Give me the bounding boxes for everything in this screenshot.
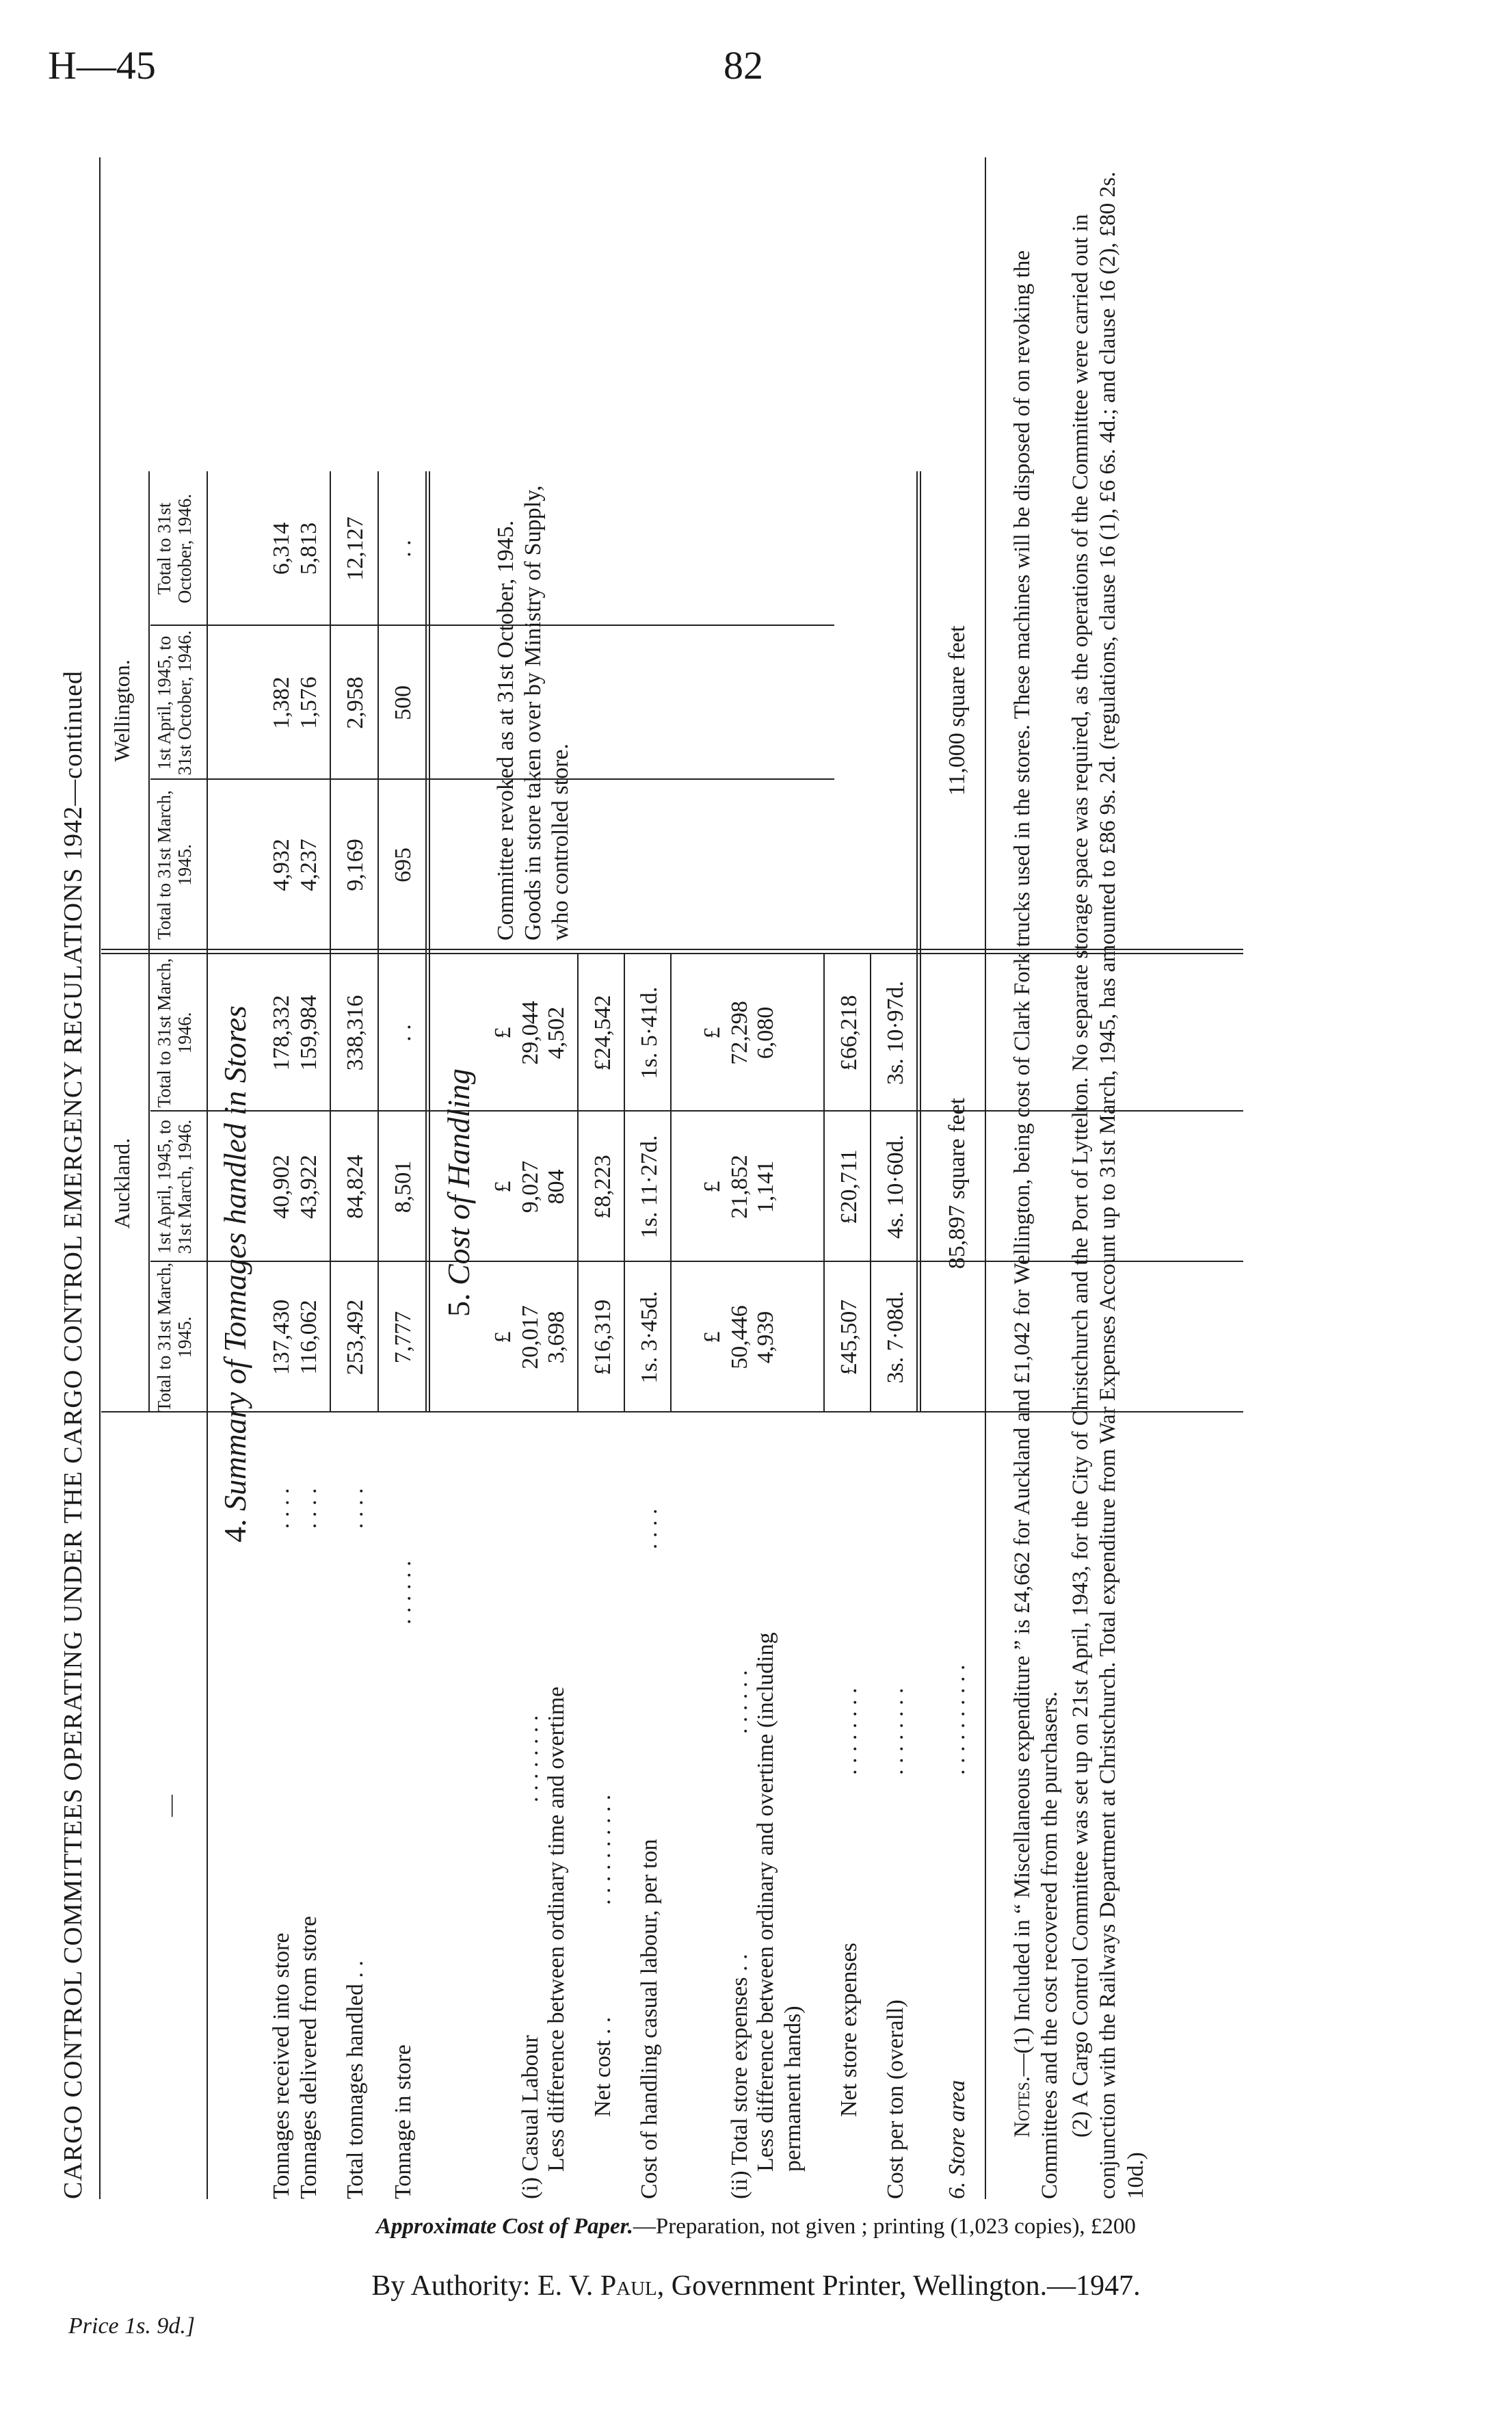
paper-cost-line: Approximate Cost of Paper.—Preparation, not given ; printing (1,023 copies), £200 [376, 2214, 1136, 2239]
table-title: CARGO CONTROL COMMITTEES OPERATING UNDER THE CARGO CONTROL EMERGENCY REGULATIONS 1942—continued [59, 670, 88, 2199]
group-auckland: Auckland. [109, 1138, 134, 1229]
s5-store-less-label: Less difference between ordinary and overtime (including permanent hands) [753, 1632, 806, 2172]
note-1: Notes.—(1) Included in “ Miscellaneous expenditure ” is £4,662 for Auckland and £1,042 for Wellington, being cost of Clark Fork trucks used in the stores. These machines will be disposed of on revoking the Committees and the cost recovered from the purchasers. [1010, 250, 1063, 2199]
group-wellington: Wellington. [109, 659, 134, 762]
s4-row-total-label: Total tonnages handled . . [343, 1960, 368, 2199]
s6-store-area-label: 6. Store area [944, 2079, 970, 2199]
page-header-code: H—45 [48, 43, 156, 88]
s6-auckland-area: 85,897 square feet [944, 1097, 970, 1270]
s5-net-cost-label: Net cost . . [590, 2016, 615, 2117]
s5-casual-labour-label: (i) Casual Labour [518, 2035, 543, 2199]
page-number: 82 [724, 43, 763, 88]
price-label: Price 1s. 9d.] [68, 2313, 196, 2339]
section-5-heading: 5. Cost of Handling [441, 1068, 476, 1317]
rotated-table-page: CARGO CONTROL COMMITTEES OPERATING UNDER THE CARGO CONTROL EMERGENCY REGULATIONS 1942—continued — Auckland. Wellington. Total to 31st March, 1945. 1st April, 1945, to 31st March, 1946. Total to 31st March, 1946. Total to 31st March, 1945. 1st April, 1945, to 31st October, 1946. Total to 31st October, 1946. 4. Summary of Tonnages handled in Stores Tonnages received into store . . . . Tonnages delivered from store . . . . 137,430 40,902 178,332 4,932 1,382 6,314 116,062 43,922 159,984 4,237 1,576 5,813 Total tonnages handled . . . . . . 253,492 84,824 338,316 9,169 2,958 12,127 Tonnage in store . . . . . . 7,777 8,501 . . 695 500 . . 5. Cost of Handling £ £ £ Committee revoked as at 31st October, 1945. Goods in store taken over by Ministry of Supply, who controlled store. (i) Casual Labour . . . . . . . . Less difference between ordinary time and overtime 20,017 9,027 29,044 3,698 804 4,502 Net cost . . . . . . . . . . . . £16,319 £8,223 £24,542 Cost of handling casual labour, per ton . . . . 1s. 3·45d. 1s. 11·27d. 1s. 5·41d. £ £ £ (ii) Total store expenses . . . . . . . . Less difference between ordinary and overtime (including permanent hands) 50,446 21,852 72,298 4,939 1,141 6,080 Net store expenses . . . . . . . . £45,507 £20,711 £66,218 Cost per ton (overall) . . . . . . . . 3s. 7·08d. 4s. 10·60d. 3s. 10·97d. 6. Store area . . . . . . . . . . 85,897 square feet 11,000 square feet Notes.—(1) Included in “ Miscellaneous expenditure ” is £4,662 for Auckland and £1,042 for Wellington, being cost of Clark Fork trucks used in the stores. These machines will be disposed of on revoking the Committees and the cost recovered from the purchasers. (2) A Cargo Control Committee was set up on 21st April, 1943, for the City of Christchurch and the Port of Lyttelton. No separate storage space was required, as the operations of the Committee were carried out in conjunction with the Railways Department at Christchurch. Total expenditure from War Expenses Account up to 31st March, 1945, has amounted to £86 9s. 2d. (regulations, clause 16 (1), £6 6s. 4d.; and clause 16 (2), £80 2s. 10d.) [55, 147, 1327, 2199]
col-auckland-total-1946: Total to 31st March, 1946. [154, 958, 195, 1108]
s4-row-instore-label: Tonnage in store [390, 2044, 416, 2199]
section-4-heading: 4. Summary of Tonnages handled in Stores [217, 1006, 252, 1542]
rule-top [99, 157, 101, 2199]
s5-net-store-label: Net store expenses [836, 1943, 862, 2117]
stub-header: — [157, 1795, 182, 1817]
col-wellington-1945-46: 1st April, 1945, to 31st October, 1946. [154, 630, 195, 776]
note-2: (2) A Cargo Control Committee was set up on 21st April, 1943, for the City of Christchurch and the Port of Lyttelton. No separate storage space was required, as the operations of the Committee were carried out in conjunction with the Railways Department at Christchurch. Total expenditure from War Expenses Account up to 31st March, 1945, has amounted to £86 9s. 2d. (regulations, clause 16 (1), £6 6s. 4d.; and clause 16 (2), £80 2s. 10d.) [1068, 171, 1148, 2199]
s6-wellington-area: 11,000 square feet [944, 625, 970, 796]
s5-casual-less-label: Less difference between ordinary time and overtime [544, 1686, 569, 2172]
col-auckland-total-1945: Total to 31st March, 1945. [154, 1262, 195, 1412]
s5-cost-per-ton-label: Cost per ton (overall) [883, 1999, 908, 2199]
wellington-revoked-note: Committee revoked as at 31st October, 1945. Goods in store taken over by Ministry of Supply, who controlled store. [493, 485, 574, 941]
s5-casual-per-ton-label: Cost of handling casual labour, per ton [637, 1839, 662, 2199]
s4-row-delivered-label: Tonnages delivered from store [296, 1916, 321, 2199]
s5-store-expenses-label: (ii) Total store expenses . . [727, 1954, 752, 2199]
col-wellington-total-1946: Total to 31st October, 1946. [154, 493, 195, 604]
authority-line: By Authority: E. V. Paul, Government Printer, Wellington.—1947. [371, 2270, 1141, 2302]
col-auckland-1945-46: 1st April, 1945, to 31st March, 1946. [154, 1119, 195, 1254]
s4-row-received-label: Tonnages received into store [269, 1932, 294, 2199]
col-wellington-total-1945: Total to 31st March, 1945. [154, 790, 195, 940]
